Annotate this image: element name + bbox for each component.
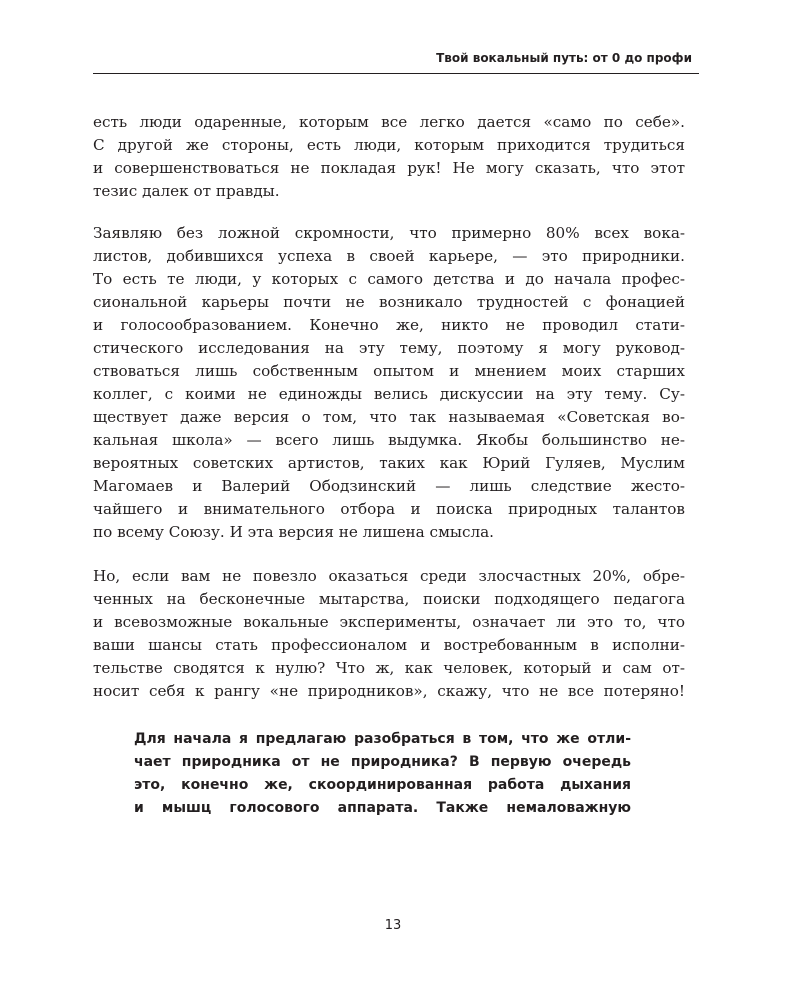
text-line: ченных на бесконечные мытарства, поиски подходящего педагога xyxy=(93,590,685,608)
text-line: ствоваться лишь собственным опытом и мнением моих старших xyxy=(93,362,685,380)
text-line: тезис далек от правды. xyxy=(93,182,280,200)
text-line: Но, если вам не повезло оказаться среди злосчастных 20%, обре- xyxy=(93,567,685,585)
text-line: и голосообразованием. Конечно же, никто не проводил стати- xyxy=(93,316,685,334)
text-line: ваши шансы стать профессионалом и востребованным в исполни- xyxy=(93,636,685,654)
text-line: сиональной карьеры почти не возникало трудностей с фонацией xyxy=(93,293,685,311)
page-number: 13 xyxy=(384,918,402,933)
text-line: тельстве сводятся к нулю? Что ж, как человек, который и сам от- xyxy=(93,659,685,677)
text-line: вероятных советских артистов, таких как Юрий Гуляев, Муслим xyxy=(93,454,685,472)
text-line: по всему Союзу. И эта версия не лишена смысла. xyxy=(93,523,495,541)
highlight-line: и мышц голосового аппарата. Также немаловажную xyxy=(134,800,631,816)
highlight-line: это, конечно же, скоординированная работа дыхания xyxy=(134,777,631,793)
text-line: и совершенствоваться не покладая рук! Не могу сказать, что этот xyxy=(93,159,685,177)
text-line: кальная школа» — всего лишь выдумка. Якобы большинство не- xyxy=(93,431,685,449)
text-line: С другой же стороны, есть люди, которым приходится трудиться xyxy=(93,136,685,154)
text-line: То есть те люди, у которых с самого детства и до начала профес- xyxy=(93,270,685,288)
running-head: Твой вокальный путь: от 0 до профи xyxy=(436,51,692,65)
text-line: и всевозможные вокальные эксперименты, означает ли это то, что xyxy=(93,613,685,631)
text-line: есть люди одаренные, которым все легко дается «само по себе». xyxy=(93,113,685,131)
highlight-line: Для начала я предлагаю разобраться в том, что же отли- xyxy=(134,731,631,747)
text-line: Магомаев и Валерий Ободзинский — лишь следствие жесто- xyxy=(93,477,685,495)
text-line: стического исследования на эту тему, поэтому я могу руковод- xyxy=(93,339,685,357)
text-line: носит себя к рангу «не природников», скажу, что не все потеряно! xyxy=(93,682,685,700)
text-line: ществует даже версия о том, что так называемая «Советская во- xyxy=(93,408,685,426)
text-line: листов, добившихся успеха в своей карьере, — это природники. xyxy=(93,247,685,265)
header-rule xyxy=(93,73,699,74)
text-line: коллег, с коими не единожды велись дискуссии на эту тему. Су- xyxy=(93,385,685,403)
highlight-line: чает природника от не природника? В первую очередь xyxy=(134,754,631,770)
text-line: чайшего и внимательного отбора и поиска природных талантов xyxy=(93,500,685,518)
text-line: Заявляю без ложной скромности, что примерно 80% всех вока- xyxy=(93,224,685,242)
